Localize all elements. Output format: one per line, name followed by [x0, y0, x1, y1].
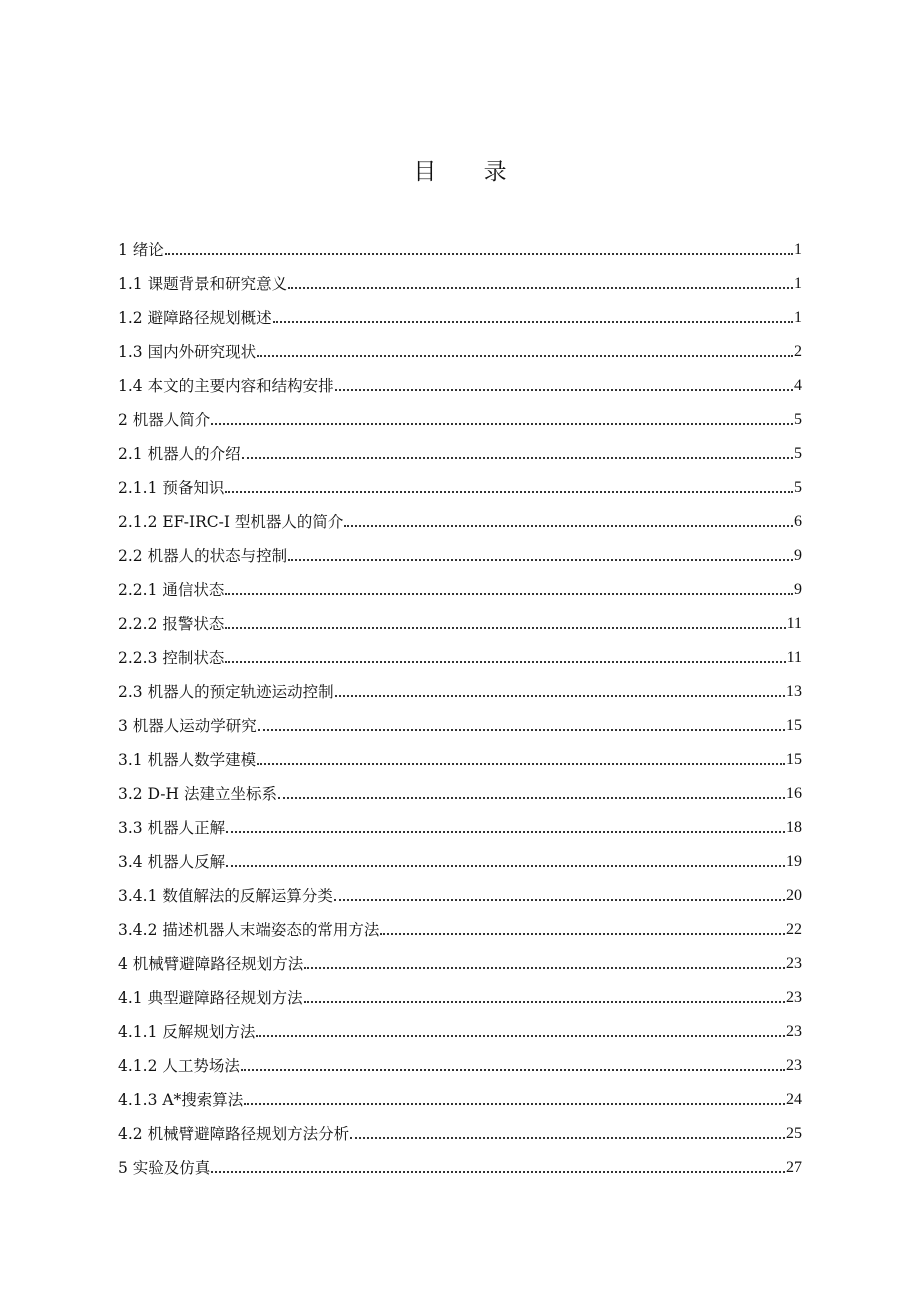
toc-dot-leader [304, 967, 785, 969]
toc-entry[interactable] [118, 1042, 802, 1076]
toc-dot-leader [257, 763, 785, 765]
toc-entry-page-number: 16 [786, 785, 802, 802]
toc-entry-page-number: 5 [794, 479, 802, 496]
toc-entry-page-number: 1 [794, 241, 802, 258]
toc-entry-label: 2.1 机器人的介绍 [118, 445, 241, 463]
toc-entry[interactable] [118, 532, 802, 566]
toc-entry[interactable] [118, 1144, 802, 1178]
toc-entry-label: 2.2.3 控制状态 [118, 649, 225, 667]
toc-entry[interactable] [118, 498, 802, 532]
toc-dot-leader [225, 593, 793, 595]
toc-entry[interactable] [118, 396, 802, 430]
toc-dot-leader [225, 491, 793, 493]
toc-entry-label: 3 机器人运动学研究 [118, 717, 257, 735]
toc-dot-leader [350, 1137, 785, 1139]
toc-dot-leader [226, 865, 785, 867]
toc-entry-page-number: 19 [786, 853, 802, 870]
toc-dot-leader [334, 899, 785, 901]
toc-entry-label: 2.2.1 通信状态 [118, 581, 225, 599]
toc-entry-label: 1.1 课题背景和研究意义 [118, 275, 288, 293]
toc-entry-label: 3.1 机器人数学建模 [118, 751, 257, 769]
toc-entry-label: 3.4.1 数值解法的反解运算分类 [118, 887, 333, 905]
toc-entry[interactable] [118, 464, 802, 498]
toc-entry-page-number: 11 [786, 615, 802, 632]
toc-entry-page-number: 6 [794, 513, 802, 530]
toc-entry[interactable] [118, 940, 802, 974]
toc-entry[interactable] [118, 362, 802, 396]
toc-entry[interactable] [118, 600, 802, 634]
toc-entry-page-number: 11 [786, 649, 802, 666]
toc-entry[interactable] [118, 804, 802, 838]
toc-entry[interactable] [118, 430, 802, 464]
toc-entry[interactable] [118, 736, 802, 770]
toc-entry-label: 1.3 国内外研究现状 [118, 343, 257, 361]
toc-entry-page-number: 15 [786, 751, 802, 768]
toc-entry[interactable] [118, 1008, 802, 1042]
toc-entry-page-number: 13 [786, 683, 802, 700]
toc-dot-leader [241, 1069, 785, 1071]
toc-entry-label: 4.1.3 A*搜索算法 [118, 1091, 244, 1109]
toc-entry-label: 3.4 机器人反解 [118, 853, 226, 871]
toc-dot-leader [211, 423, 793, 425]
toc-entry-label: 4.1.2 人工势场法 [118, 1057, 240, 1075]
toc-entry-page-number: 25 [786, 1125, 802, 1142]
toc-dot-leader [344, 525, 793, 527]
toc-entry-page-number: 27 [786, 1159, 802, 1176]
toc-entry-label: 4.1 典型避障路径规划方法 [118, 989, 303, 1007]
toc-entry-label: 2 机器人简介 [118, 411, 211, 429]
toc-entry-label: 3.4.2 描述机器人末端姿态的常用方法 [118, 921, 380, 939]
toc-entry-page-number: 15 [786, 717, 802, 734]
toc-entry-label: 4.1.1 反解规划方法 [118, 1023, 256, 1041]
toc-entry-label: 1 绪论 [118, 241, 164, 259]
toc-entry-label: 1.4 本文的主要内容和结构安排 [118, 377, 334, 395]
toc-dot-leader [278, 797, 785, 799]
toc-entry-label: 3.3 机器人正解 [118, 819, 226, 837]
toc-entry-label: 1.2 避障路径规划概述 [118, 309, 272, 327]
toc-entry-label: 2.2.2 报警状态 [118, 615, 225, 633]
toc-entry[interactable] [118, 294, 802, 328]
toc-entry-page-number: 1 [794, 275, 802, 292]
toc-dot-leader [257, 355, 793, 357]
page-title: 目 录 [413, 159, 527, 185]
toc-entry-label: 2.1.1 预备知识 [118, 479, 225, 497]
toc-entry[interactable] [118, 634, 802, 668]
toc-entry-label: 4 机械臂避障路径规划方法 [118, 955, 304, 973]
toc-entry[interactable] [118, 974, 802, 1008]
toc-entry[interactable] [118, 1110, 802, 1144]
toc-entry-label: 5 实验及仿真 [118, 1159, 211, 1177]
toc-dot-leader [256, 1035, 785, 1037]
toc-entry-label: 2.3 机器人的预定轨迹运动控制 [118, 683, 334, 701]
toc-entry-label: 4.2 机械臂避障路径规划方法分析 [118, 1125, 350, 1143]
toc-dot-leader [304, 1001, 785, 1003]
toc-entry-label: 2.2 机器人的状态与控制 [118, 547, 288, 565]
toc-dot-leader [225, 661, 785, 663]
table-of-contents [118, 226, 802, 1178]
toc-dot-leader [335, 695, 785, 697]
toc-entry[interactable] [118, 872, 802, 906]
toc-dot-leader [288, 559, 793, 561]
toc-entry[interactable] [118, 328, 802, 362]
toc-entry-page-number: 4 [794, 377, 802, 394]
toc-dot-leader [226, 831, 785, 833]
toc-dot-leader [165, 253, 793, 255]
toc-entry-page-number: 18 [786, 819, 802, 836]
toc-entry-page-number: 23 [786, 1023, 802, 1040]
toc-dot-leader [288, 287, 793, 289]
toc-entry-page-number: 23 [786, 989, 802, 1006]
toc-entry-page-number: 9 [794, 581, 802, 598]
toc-dot-leader [211, 1171, 785, 1173]
toc-entry[interactable] [118, 260, 802, 294]
toc-entry-page-number: 20 [786, 887, 802, 904]
toc-entry-label: 2.1.2 EF-IRC-I 型机器人的简介 [118, 513, 344, 531]
toc-dot-leader [258, 729, 785, 731]
toc-entry-page-number: 22 [786, 921, 802, 938]
toc-entry-page-number: 23 [786, 955, 802, 972]
toc-entry-page-number: 23 [786, 1057, 802, 1074]
toc-entry-page-number: 1 [794, 309, 802, 326]
toc-entry-page-number: 5 [794, 411, 802, 428]
toc-dot-leader [335, 389, 793, 391]
toc-entry[interactable] [118, 838, 802, 872]
toc-entry-page-number: 9 [794, 547, 802, 564]
toc-entry[interactable] [118, 566, 802, 600]
toc-entry[interactable] [118, 702, 802, 736]
toc-dot-leader [273, 321, 793, 323]
toc-entry-page-number: 5 [794, 445, 802, 462]
toc-entry[interactable] [118, 906, 802, 940]
toc-entry[interactable] [118, 668, 802, 702]
toc-entry[interactable] [118, 1076, 802, 1110]
toc-entry-page-number: 24 [786, 1091, 802, 1108]
toc-entry[interactable] [118, 770, 802, 804]
toc-entry-page-number: 2 [794, 343, 802, 360]
toc-entry-label: 3.2 D-H 法建立坐标系 [118, 785, 277, 803]
toc-dot-leader [242, 457, 793, 459]
toc-dot-leader [225, 627, 785, 629]
toc-dot-leader [380, 933, 785, 935]
toc-dot-leader [244, 1103, 785, 1105]
toc-entry[interactable] [118, 226, 802, 260]
